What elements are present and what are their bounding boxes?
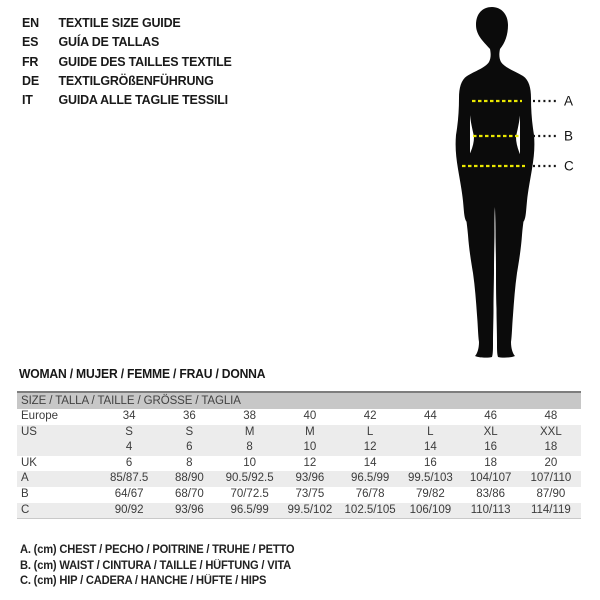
hip-marker-label: C — [564, 158, 574, 174]
row-label — [17, 440, 99, 456]
language-row — [22, 71, 232, 90]
size-cell: 87/90 — [536, 487, 566, 500]
size-cell: 76/78 — [355, 487, 385, 500]
size-cell: 93/96 — [295, 472, 325, 485]
size-cell: 106/109 — [409, 503, 452, 516]
language-code: EN — [22, 15, 39, 31]
chest-marker-label: A — [564, 93, 574, 109]
size-cell: 18 — [544, 441, 558, 454]
size-cell: 73/75 — [295, 487, 325, 500]
waist-marker-label: B — [564, 128, 574, 144]
size-cell: 36 — [182, 410, 196, 422]
language-title: TEXTILGRÖßENFÜHRUNG — [58, 73, 214, 89]
size-cell: 34 — [122, 410, 136, 422]
size-cell: 102.5/105 — [344, 503, 396, 516]
size-cell: 68/70 — [174, 487, 204, 500]
size-cell: 8 — [246, 441, 253, 454]
size-cell: M — [305, 425, 315, 438]
table-row — [17, 487, 581, 503]
size-cell: 44 — [423, 410, 437, 422]
size-cell: 14 — [423, 441, 437, 454]
size-cell: 4 — [125, 441, 133, 454]
measurement-legend — [20, 543, 303, 590]
language-title: GUIDA ALLE TAGLIE TESSILI — [58, 92, 228, 108]
size-table-body — [17, 409, 581, 519]
size-cell: 104/107 — [469, 472, 512, 485]
legend-line: B. (cm) WAIST / CINTURA / TAILLE / HÜFTUNG / VITA — [20, 559, 292, 572]
size-cell: 46 — [484, 410, 498, 422]
size-cell: 18 — [484, 456, 498, 469]
size-cell: 96.5/99 — [230, 503, 269, 516]
language-code: ES — [22, 34, 39, 50]
size-cell: 90.5/92.5 — [225, 472, 274, 485]
row-label: B — [21, 487, 29, 500]
size-cell: 64/67 — [114, 487, 144, 500]
size-cell: 114/119 — [530, 503, 571, 516]
size-cell: M — [244, 425, 255, 438]
woman-body-shape — [456, 7, 535, 358]
table-row — [17, 440, 581, 456]
size-cell: S — [125, 425, 133, 438]
size-cell: S — [185, 425, 194, 438]
size-cell: 83/86 — [476, 487, 506, 500]
size-cell: 38 — [243, 410, 257, 422]
language-row — [22, 13, 232, 32]
language-row — [22, 52, 232, 71]
language-row — [22, 90, 232, 109]
legend-line: A. (cm) CHEST / PECHO / POITRINE / TRUHE / PETTO — [20, 544, 295, 556]
size-cell: 110/113 — [470, 503, 511, 516]
row-label: Europe — [21, 410, 59, 422]
table-row — [17, 409, 581, 425]
table-row — [17, 425, 581, 441]
size-cell: 99.5/102 — [287, 503, 333, 516]
size-cell: 70/72.5 — [230, 487, 269, 500]
size-cell: XXL — [540, 425, 562, 438]
woman-silhouette — [440, 0, 600, 375]
size-cell: 16 — [484, 441, 498, 454]
language-code: IT — [22, 92, 33, 108]
size-cell: XL — [483, 425, 498, 438]
table-row — [17, 471, 581, 487]
size-cell: 12 — [363, 441, 377, 454]
size-table — [17, 391, 581, 519]
size-cell: 48 — [544, 410, 558, 422]
size-cell: 40 — [303, 410, 317, 422]
language-code: FR — [22, 53, 39, 69]
size-cell: 93/96 — [174, 503, 204, 516]
legend-line: C. (cm) HIP / CADERA / HANCHE / HÜFTE / HIPS — [20, 575, 267, 588]
size-cell: 14 — [363, 456, 377, 469]
size-cell: 12 — [303, 456, 317, 469]
language-title: TEXTILE SIZE GUIDE — [58, 15, 181, 31]
language-title: GUÍA DE TALLAS — [58, 34, 160, 50]
size-cell: 6 — [125, 456, 133, 469]
language-row — [22, 32, 232, 51]
size-cell: 10 — [303, 441, 317, 454]
size-cell: 96.5/99 — [350, 472, 390, 485]
size-cell: 90/92 — [114, 503, 144, 516]
size-cell: 6 — [186, 441, 193, 454]
size-cell: L — [427, 425, 434, 438]
row-label: C — [21, 503, 30, 516]
language-code: DE — [22, 73, 39, 89]
woman-heading: WOMAN / MUJER / FEMME / FRAU / DONNA — [19, 367, 266, 381]
size-cell: 8 — [186, 456, 193, 469]
size-cell: L — [366, 425, 374, 438]
table-row — [17, 503, 581, 520]
size-cell: 107/110 — [530, 472, 572, 485]
language-list — [22, 13, 232, 109]
size-cell: 10 — [243, 456, 257, 469]
size-table-header: SIZE / TALLA / TAILLE / GRÖSSE / TAGLIA — [17, 393, 581, 409]
language-title: GUIDE DES TAILLES TEXTILE — [58, 53, 232, 69]
row-label: US — [21, 425, 37, 438]
size-cell: 16 — [423, 456, 437, 469]
size-cell: 88/90 — [174, 472, 204, 485]
size-cell: 20 — [544, 456, 558, 469]
table-row — [17, 456, 581, 472]
row-label: UK — [21, 456, 37, 469]
size-cell: 85/87.5 — [109, 472, 149, 485]
size-cell: 99.5/103 — [407, 472, 453, 485]
size-cell: 79/82 — [415, 487, 445, 500]
size-cell: 42 — [363, 410, 377, 422]
row-label: A — [21, 472, 29, 485]
